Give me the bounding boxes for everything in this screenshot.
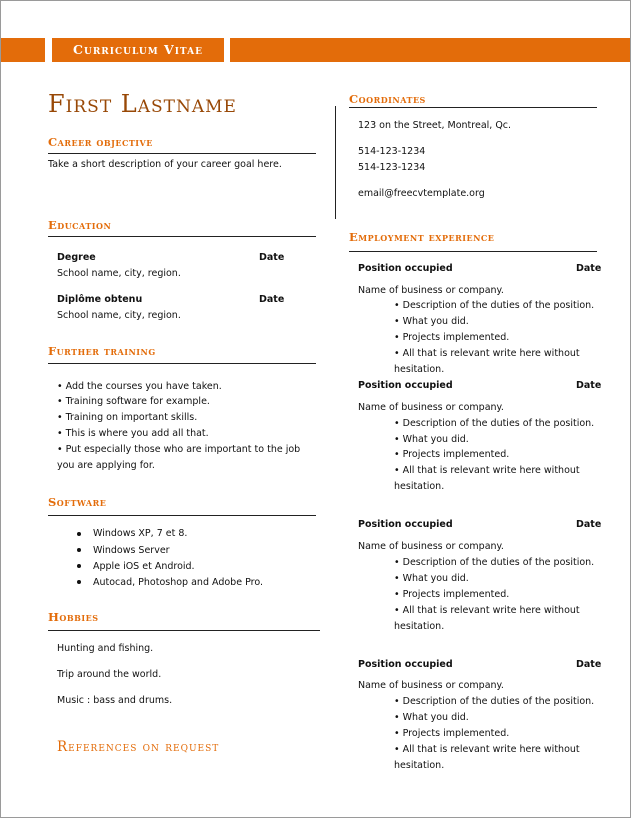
training-line: • Training software for example. bbox=[57, 396, 210, 407]
hobbies-rule bbox=[48, 630, 320, 631]
bullet-dot bbox=[77, 564, 81, 568]
hobby-item: Music : bass and drums. bbox=[57, 695, 173, 706]
software-heading: Software bbox=[48, 495, 107, 509]
training-rule bbox=[48, 363, 316, 364]
job-duty: • Projects implemented. bbox=[394, 589, 510, 600]
career-heading: Career objective bbox=[48, 135, 153, 149]
coordinates-heading: Coordinates bbox=[349, 92, 426, 106]
training-line: • This is where you add all that. bbox=[57, 428, 209, 439]
software-rule bbox=[48, 515, 316, 516]
education-heading: Education bbox=[48, 218, 112, 232]
job-company: Name of business or company. bbox=[358, 680, 504, 691]
job-date: Date bbox=[576, 519, 602, 530]
software-item: Windows XP, 7 et 8. bbox=[93, 528, 188, 539]
job-position: Position occupied bbox=[358, 659, 453, 670]
phone: 514-123-1234 bbox=[358, 162, 426, 173]
job-duty: hesitation. bbox=[394, 481, 445, 492]
job-duty: hesitation. bbox=[394, 621, 445, 632]
training-heading: Further training bbox=[48, 344, 156, 358]
bullet-dot bbox=[77, 580, 81, 584]
software-item: Apple iOS et Android. bbox=[93, 561, 195, 572]
training-line: • Put especially those who are important to the job bbox=[57, 444, 301, 455]
job-duty: • What you did. bbox=[394, 434, 469, 445]
job-duty: • Projects implemented. bbox=[394, 332, 510, 343]
email: email@freecvtemplate.org bbox=[358, 188, 485, 199]
job-duty: • All that is relevant write here without bbox=[394, 744, 580, 755]
job-duty: • Description of the duties of the position. bbox=[394, 557, 595, 568]
software-item: Autocad, Photoshop and Adobe Pro. bbox=[93, 577, 263, 588]
training-line: • Add the courses you have taken. bbox=[57, 381, 222, 392]
education-degree: Degree bbox=[57, 252, 96, 263]
job-duty: • Description of the duties of the position. bbox=[394, 300, 595, 311]
phone: 514-123-1234 bbox=[358, 146, 426, 157]
software-item: Windows Server bbox=[93, 545, 170, 556]
job-company: Name of business or company. bbox=[358, 285, 504, 296]
references-note: References on request bbox=[57, 739, 220, 755]
header-band-right bbox=[230, 38, 630, 62]
address: 123 on the Street, Montreal, Qc. bbox=[358, 120, 512, 131]
job-duty: • What you did. bbox=[394, 712, 469, 723]
job-duty: • What you did. bbox=[394, 316, 469, 327]
education-rule bbox=[48, 236, 316, 237]
job-duty: • All that is relevant write here without bbox=[394, 605, 580, 616]
education-date: Date bbox=[259, 294, 285, 305]
career-text: Take a short description of your career goal here. bbox=[48, 159, 282, 170]
job-date: Date bbox=[576, 659, 602, 670]
job-duty: • All that is relevant write here without bbox=[394, 465, 580, 476]
bullet-dot bbox=[77, 548, 81, 552]
employment-heading: Employment experience bbox=[349, 230, 495, 244]
job-duty: • All that is relevant write here without bbox=[394, 348, 580, 359]
job-company: Name of business or company. bbox=[358, 402, 504, 413]
full-name: First Lastname bbox=[48, 90, 237, 118]
training-line: you are applying for. bbox=[57, 460, 155, 471]
coordinates-rule bbox=[349, 107, 597, 108]
job-duty: hesitation. bbox=[394, 760, 445, 771]
job-date: Date bbox=[576, 380, 602, 391]
job-duty: • Projects implemented. bbox=[394, 728, 510, 739]
employment-rule bbox=[349, 251, 597, 252]
education-school: School name, city, region. bbox=[57, 268, 181, 279]
hobby-item: Hunting and fishing. bbox=[57, 643, 154, 654]
job-duty: • Description of the duties of the position. bbox=[394, 696, 595, 707]
header-band-left bbox=[1, 38, 45, 62]
job-duty: • Projects implemented. bbox=[394, 449, 510, 460]
job-duty: • Description of the duties of the position. bbox=[394, 418, 595, 429]
hobbies-heading: Hobbies bbox=[48, 610, 99, 624]
bullet-dot bbox=[77, 532, 81, 536]
job-position: Position occupied bbox=[358, 380, 453, 391]
job-duty: hesitation. bbox=[394, 364, 445, 375]
job-company: Name of business or company. bbox=[358, 541, 504, 552]
education-degree: Diplôme obtenu bbox=[57, 294, 143, 305]
education-date: Date bbox=[259, 252, 285, 263]
cv-title: Curriculum Vitae bbox=[73, 42, 203, 57]
job-date: Date bbox=[576, 263, 602, 274]
training-line: • Training on important skills. bbox=[57, 412, 198, 423]
column-divider bbox=[335, 106, 336, 219]
job-position: Position occupied bbox=[358, 263, 453, 274]
education-school: School name, city, region. bbox=[57, 310, 181, 321]
job-position: Position occupied bbox=[358, 519, 453, 530]
career-rule bbox=[48, 153, 316, 154]
job-duty: • What you did. bbox=[394, 573, 469, 584]
hobby-item: Trip around the world. bbox=[57, 669, 162, 680]
